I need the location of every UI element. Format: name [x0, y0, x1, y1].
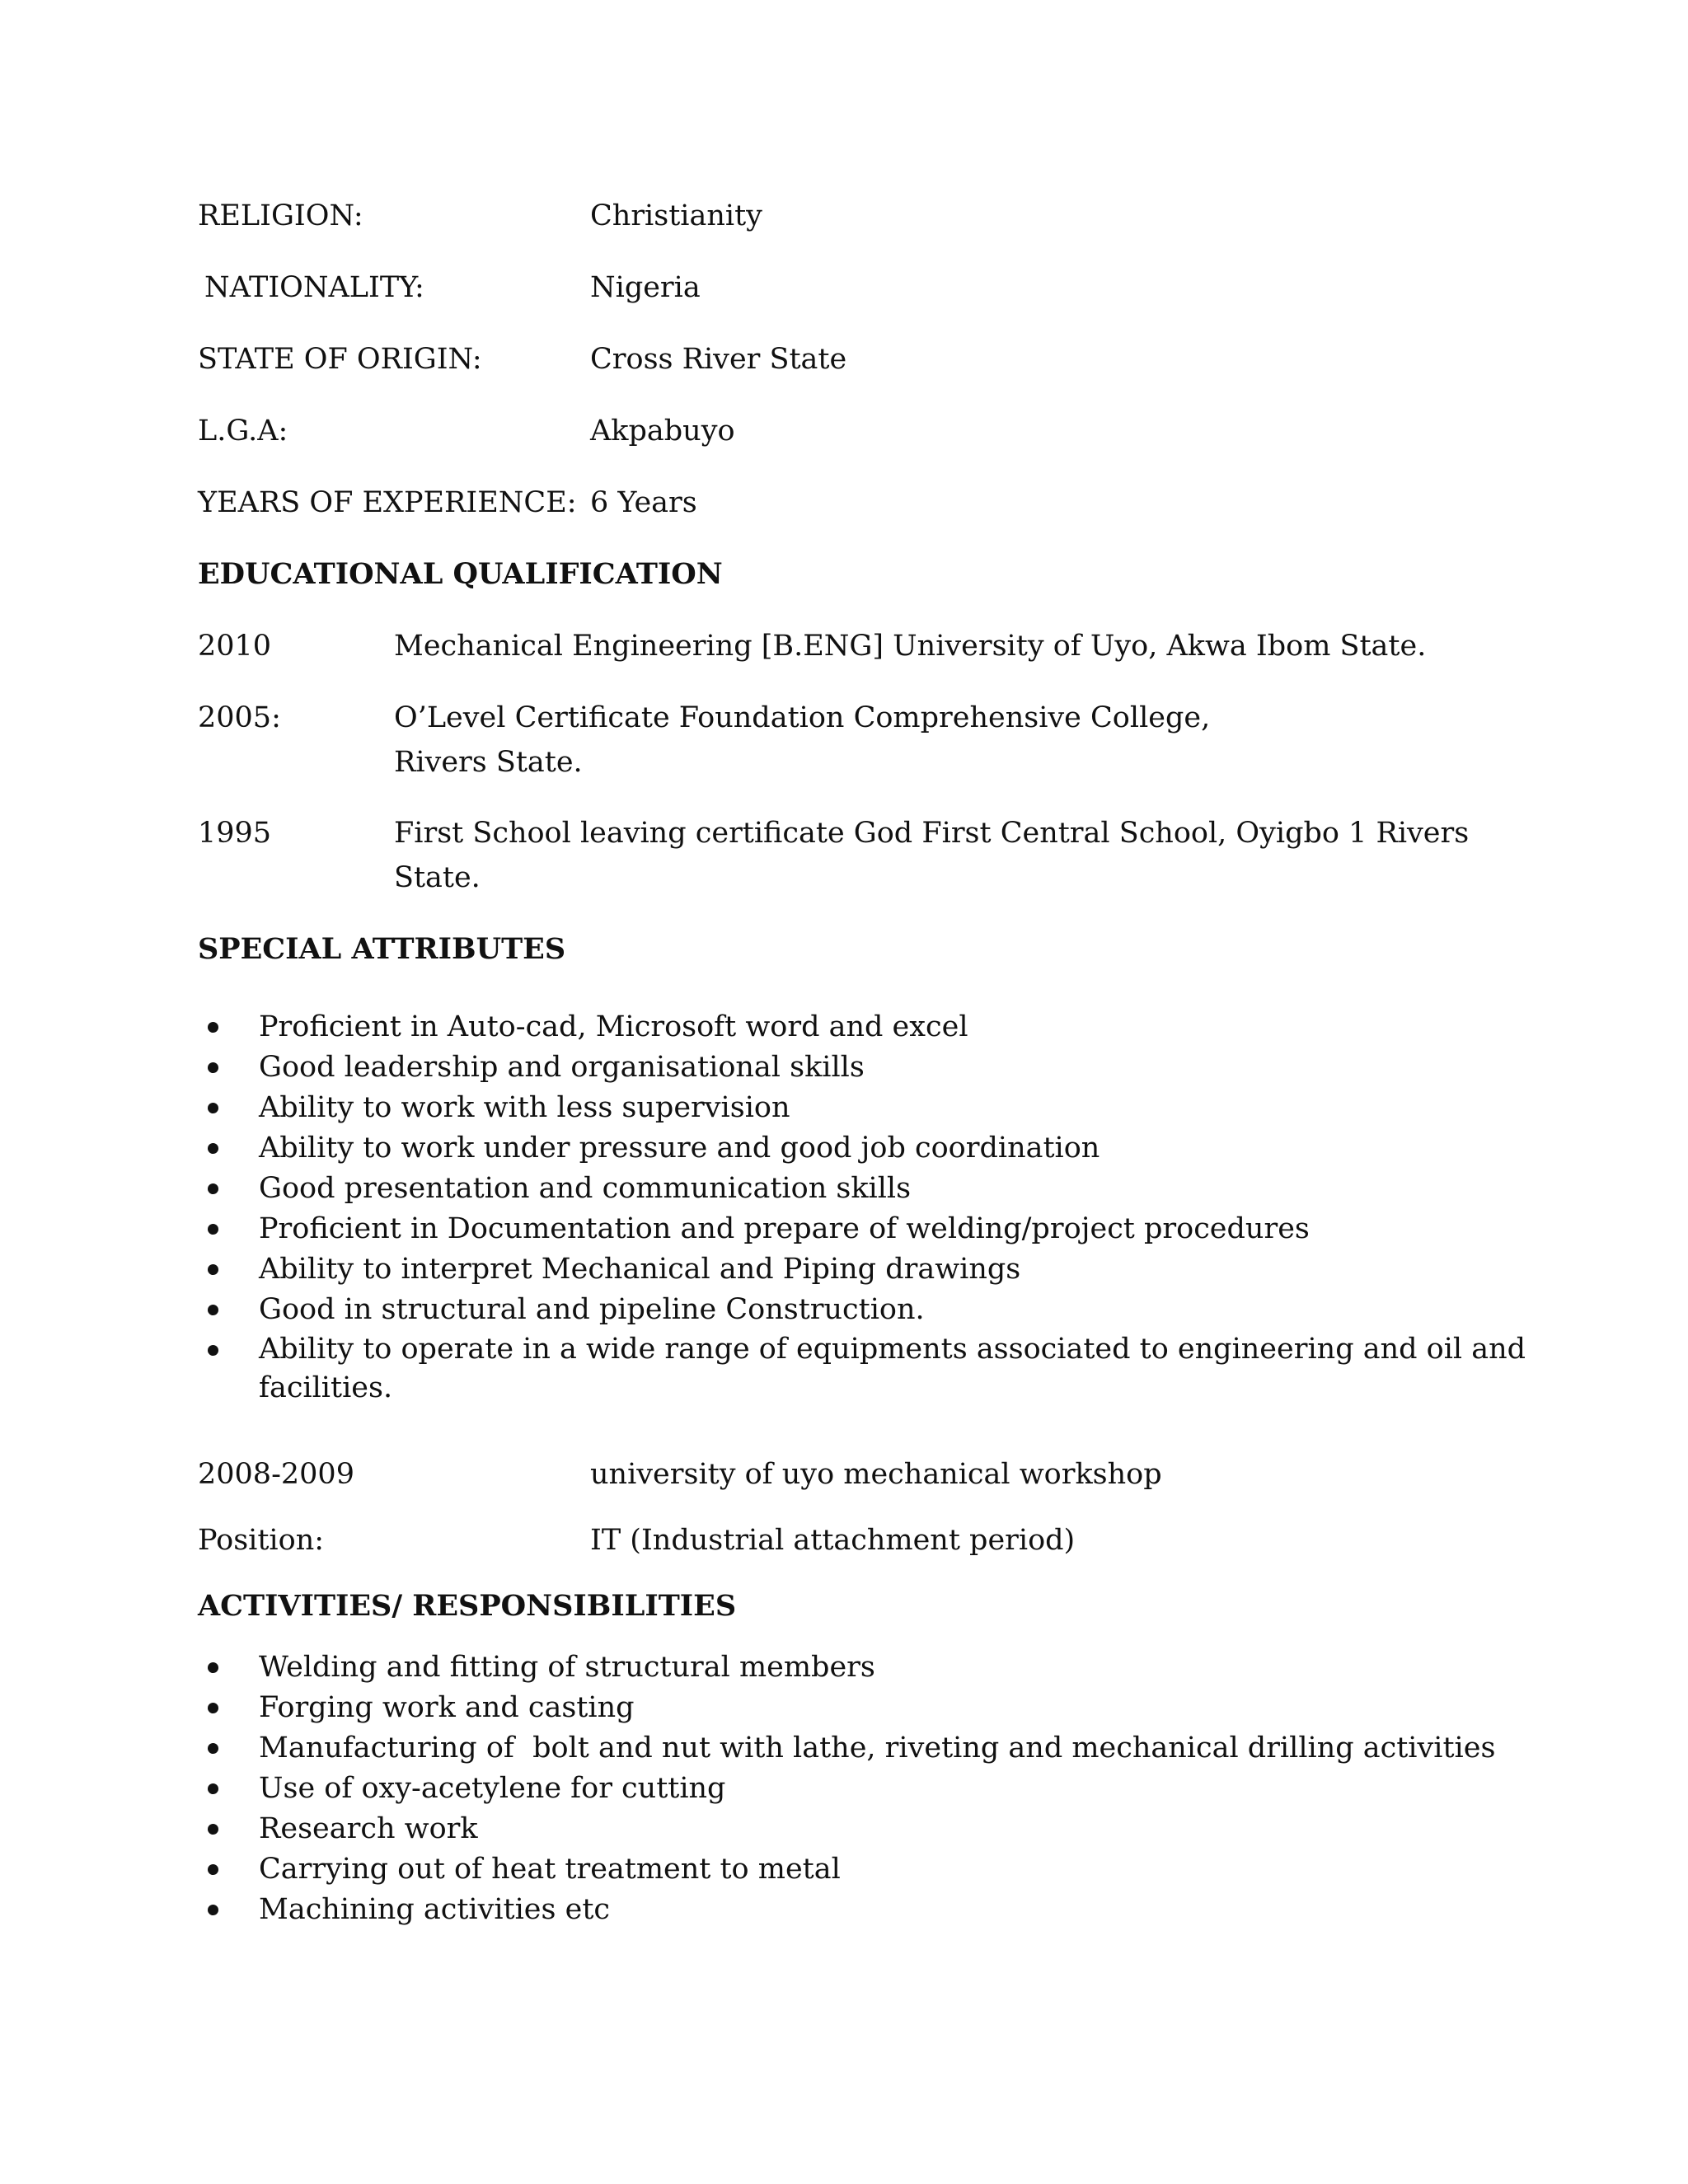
bullet-icon	[208, 1305, 218, 1315]
list-item: Ability to work under pressure and good job coordination	[198, 1128, 1526, 1169]
bullet-icon	[208, 1103, 218, 1113]
bullet-icon	[208, 1183, 218, 1194]
education-year: 1995	[198, 817, 272, 850]
list-item: Research work	[198, 1809, 1495, 1849]
list-item: Ability to work with less supervision	[198, 1088, 1526, 1128]
bullet-icon	[208, 1905, 218, 1915]
state-of-origin-label: STATE OF ORIGIN:	[198, 343, 482, 376]
bullet-icon	[208, 1662, 218, 1673]
bullet-icon	[208, 1264, 218, 1275]
list-item: Good presentation and communication skills	[198, 1169, 1526, 1209]
list-item: Ability to operate in a wide range of equipments associated to engineering and oil and facilities.	[198, 1330, 1526, 1408]
bullet-icon	[208, 1143, 218, 1154]
state-of-origin-value: Cross River State	[590, 343, 847, 376]
education-detail: O’Level Certificate Foundation Comprehensive College,	[394, 701, 1211, 734]
nationality-label: NATIONALITY:	[204, 271, 424, 304]
lga-value: Akpabuyo	[590, 415, 735, 448]
list-item: Use of oxy-acetylene for cutting	[198, 1769, 1495, 1809]
experience-label: YEARS OF EXPERIENCE:	[198, 486, 577, 519]
attributes-heading: SPECIAL ATTRIBUTES	[198, 932, 566, 966]
position-label: Position:	[198, 1524, 325, 1557]
education-heading: EDUCATIONAL QUALIFICATION	[198, 557, 723, 591]
lga-label: L.G.A:	[198, 415, 288, 448]
list-item: Machining activities etc	[198, 1890, 1495, 1930]
work-place: university of uyo mechanical workshop	[590, 1458, 1162, 1491]
education-detail-continued: State.	[394, 861, 481, 894]
list-item: Proficient in Documentation and prepare of welding/project procedures	[198, 1209, 1526, 1249]
bullet-icon	[208, 1864, 218, 1875]
education-detail: First School leaving certificate God First Central School, Oyigbo 1 Rivers	[394, 817, 1470, 850]
nationality-value: Nigeria	[590, 271, 701, 304]
list-item: Proficient in Auto-cad, Microsoft word and excel	[198, 1007, 1526, 1047]
bullet-icon	[208, 1022, 218, 1033]
bullet-icon	[208, 1345, 218, 1356]
list-item: Manufacturing of bolt and nut with lathe, riveting and mechanical drilling activities	[198, 1728, 1495, 1769]
list-item: Good leadership and organisational skills	[198, 1047, 1526, 1088]
bullet-icon	[208, 1743, 218, 1754]
list-item: Welding and fitting of structural members	[198, 1647, 1495, 1688]
position-value: IT (Industrial attachment period)	[590, 1524, 1076, 1557]
education-detail-continued: Rivers State.	[394, 746, 583, 779]
attributes-list	[198, 1007, 1526, 1408]
list-item: Forging work and casting	[198, 1688, 1495, 1728]
activities-heading: ACTIVITIES/ RESPONSIBILITIES	[198, 1589, 737, 1623]
bullet-icon	[208, 1824, 218, 1835]
bullet-icon	[208, 1783, 218, 1794]
education-year: 2010	[198, 630, 272, 663]
list-item: Ability to interpret Mechanical and Piping drawings	[198, 1249, 1526, 1290]
education-detail: Mechanical Engineering [B.ENG] University of Uyo, Akwa Ibom State.	[394, 630, 1427, 663]
bullet-icon	[208, 1703, 218, 1713]
list-item: Good in structural and pipeline Construction.	[198, 1290, 1526, 1330]
experience-value: 6 Years	[590, 486, 697, 519]
education-year: 2005:	[198, 701, 281, 734]
bullet-icon	[208, 1224, 218, 1235]
list-item: Carrying out of heat treatment to metal	[198, 1849, 1495, 1890]
bullet-icon	[208, 1062, 218, 1073]
religion-label: RELIGION:	[198, 199, 363, 232]
work-period: 2008-2009	[198, 1458, 354, 1491]
activities-list	[198, 1647, 1495, 1930]
religion-value: Christianity	[590, 199, 762, 232]
